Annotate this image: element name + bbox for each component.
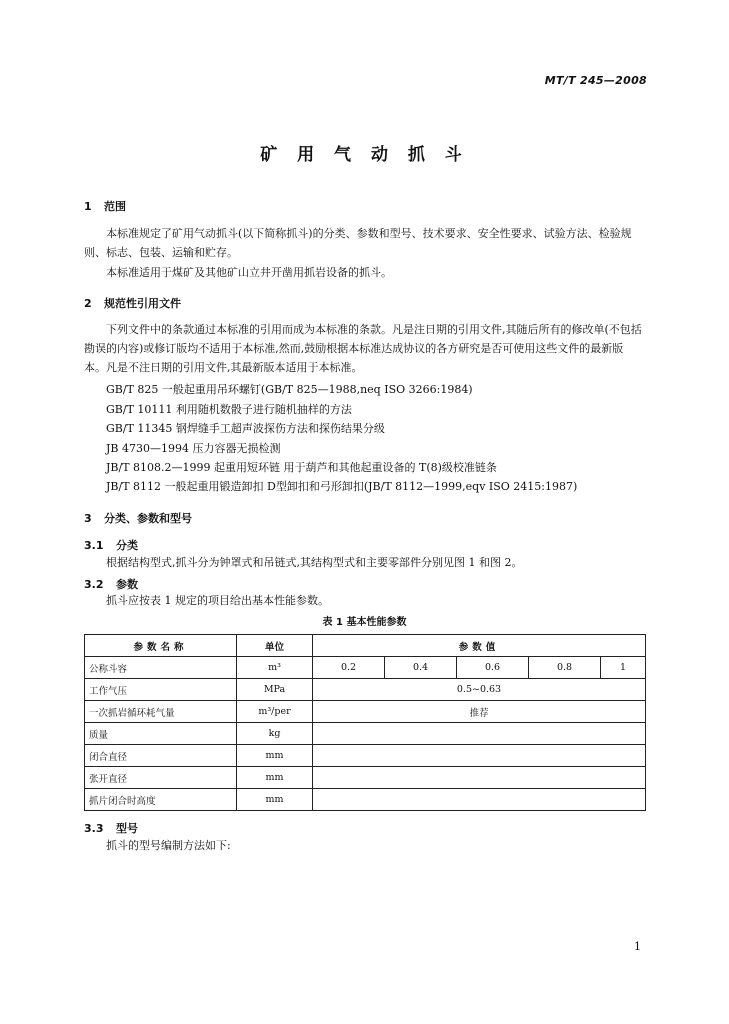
header-parameter-values: 参数值 [313, 635, 646, 657]
reference-item: GB/T 825 一般起重用吊环螺钉(GB/T 825—1988,neq ISO 3266:1984) [106, 383, 473, 396]
table-row [85, 657, 646, 679]
section-1-heading [84, 198, 126, 214]
row-unit: mm [237, 767, 313, 789]
row-name: 闭合直径 [85, 745, 237, 767]
subsection-3-2-heading [84, 576, 138, 592]
section-2-heading [84, 295, 181, 311]
merged-value-cell [313, 789, 646, 811]
value-cell: 0.4 [385, 657, 457, 679]
section-1-paragraph-1: 本标准规定了矿用气动抓斗(以下简称抓斗)的分类、参数和型号、技术要求、安全性要求、试验方法、检验规则、标志、包装、运输和贮存。 [84, 227, 632, 259]
reference-item: GB/T 11345 钢焊缝手工超声波探伤方法和探伤结果分级 [106, 422, 385, 435]
page-number: 1 [634, 940, 641, 953]
table-row [85, 789, 646, 811]
subsection-3-1-heading [84, 537, 138, 553]
reference-item: GB/T 10111 利用随机数骰子进行随机抽样的方法 [106, 403, 352, 416]
row-unit: mm [237, 789, 313, 811]
table-row [85, 723, 646, 745]
section-title: 规范性引用文件 [104, 297, 181, 310]
subsection-number: 3.3 [84, 822, 104, 835]
merged-value-cell: 推荐 [313, 701, 646, 723]
subsection-3-2-paragraph: 抓斗应按表 1 规定的项目给出基本性能参数。 [106, 594, 329, 607]
section-2-paragraph-1: 下列文件中的条款通过本标准的引用而成为本标准的条款。凡是注日期的引用文件,其随后所有的修改单(不包括勘误的内容)或修订版均不适用于本标准,然而,鼓励根据本标准达成协议的各方研究是否可使用这些文件的最新版本。凡是不注日期的引用文件,其最新版本适用于本标准。 [84, 323, 642, 374]
header-unit: 单位 [237, 635, 313, 657]
table-header-row [85, 635, 646, 657]
subsection-3-3-paragraph: 抓斗的型号编制方法如下: [106, 839, 231, 852]
row-unit: m³/per [237, 701, 313, 723]
subsection-title: 分类 [116, 539, 138, 552]
reference-item: JB/T 8112 一般起重用锻造卸扣 D型卸扣和弓形卸扣(JB/T 8112—1999,eqv ISO 2415:1987) [106, 480, 578, 493]
subsection-number: 3.2 [84, 578, 104, 591]
value-cell: 1 [601, 657, 646, 679]
value-cell: 0.8 [529, 657, 601, 679]
row-name: 抓片闭合时高度 [85, 789, 237, 811]
subsection-title: 型号 [116, 822, 138, 835]
merged-value-cell: 0.5~0.63 [313, 679, 646, 701]
table-row [85, 679, 646, 701]
subsection-title: 参数 [116, 578, 138, 591]
table-row [85, 767, 646, 789]
table-row [85, 701, 646, 723]
section-number: 1 [84, 200, 92, 213]
value-cell: 0.2 [313, 657, 385, 679]
subsection-3-3-heading [84, 820, 138, 836]
section-title: 范围 [104, 200, 126, 213]
section-title: 分类、参数和型号 [104, 512, 192, 525]
merged-value-cell [313, 767, 646, 789]
row-unit: mm [237, 745, 313, 767]
table-caption: 表 1 基本性能参数 [322, 617, 407, 628]
document-title: 矿 用 气 动 抓 斗 [260, 145, 469, 165]
row-name: 工作气压 [85, 679, 237, 701]
row-name: 张开直径 [85, 767, 237, 789]
standard-code: MT/T 245—2008 [544, 74, 647, 87]
merged-value-cell [313, 723, 646, 745]
subsection-number: 3.1 [84, 539, 104, 552]
row-name: 一次抓岩循环耗气量 [85, 701, 237, 723]
row-name: 公称斗容 [85, 657, 237, 679]
reference-item: JB 4730—1994 压力容器无损检测 [106, 442, 281, 455]
value-cell: 0.6 [457, 657, 529, 679]
row-unit: m³ [237, 657, 313, 679]
section-number: 3 [84, 512, 92, 525]
section-3-heading [84, 510, 192, 526]
reference-item: JB/T 8108.2—1999 起重用短环链 用于葫芦和其他起重设备的 T(8)级校准链条 [106, 461, 497, 474]
row-name: 质量 [85, 723, 237, 745]
row-unit: kg [237, 723, 313, 745]
table-row [85, 745, 646, 767]
section-1-paragraph-2: 本标准适用于煤矿及其他矿山立井开凿用抓岩设备的抓斗。 [106, 266, 392, 279]
parameters-table [84, 634, 646, 811]
section-number: 2 [84, 297, 92, 310]
header-parameter-name: 参数名称 [85, 635, 237, 657]
row-unit: MPa [237, 679, 313, 701]
subsection-3-1-paragraph: 根据结构型式,抓斗分为钟罩式和吊链式,其结构型式和主要零部件分别见图 1 和图 2。 [106, 556, 523, 569]
merged-value-cell [313, 745, 646, 767]
